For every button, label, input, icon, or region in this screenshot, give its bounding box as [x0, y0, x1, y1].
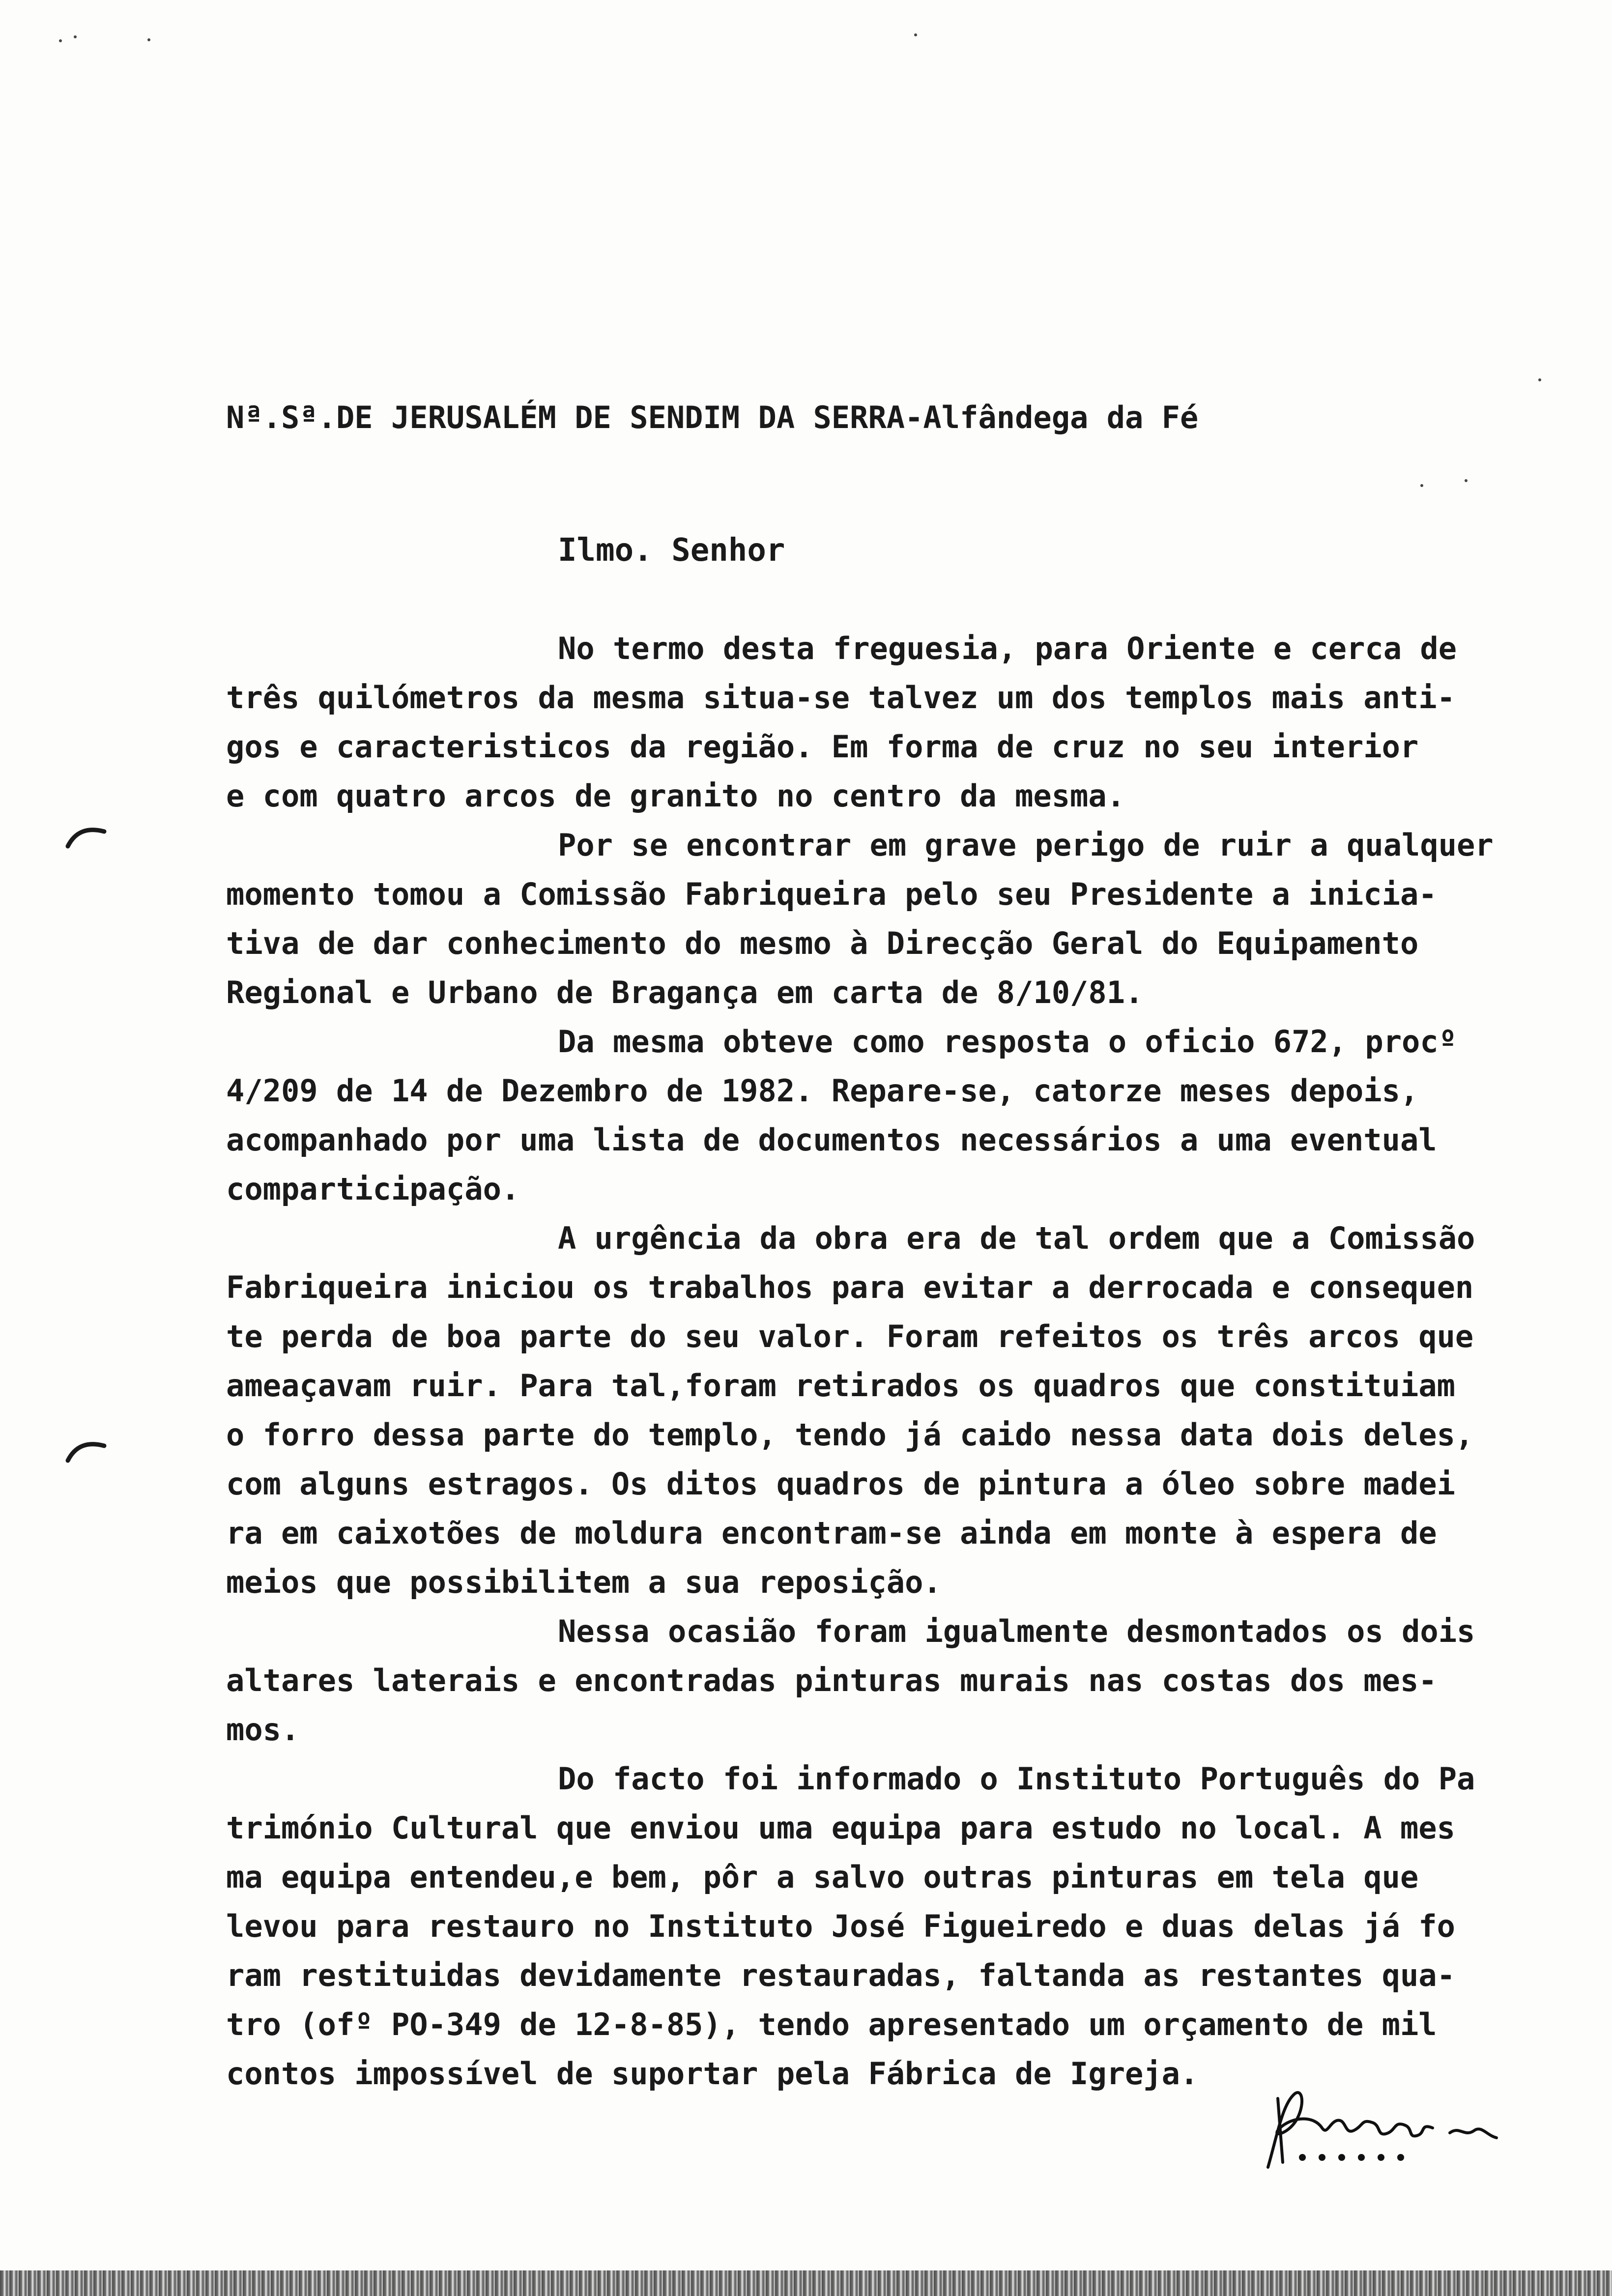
scan-speck	[147, 38, 150, 41]
body-line: Do facto foi informado o Instituto Português do Pa	[558, 1761, 1475, 1797]
body-line: Da mesma obteve como resposta o oficio 672, procº	[558, 1024, 1457, 1060]
scan-speck	[1538, 378, 1541, 381]
scan-speck	[1465, 479, 1468, 482]
scan-speck	[914, 33, 917, 36]
body-line: ma equipa entendeu,e bem, pôr a salvo outras pinturas em tela que	[226, 1859, 1419, 1895]
body-line: A urgência da obra era de tal ordem que a Comissão	[558, 1220, 1475, 1256]
body-line: altares laterais e encontradas pinturas murais nas costas dos mes-	[226, 1663, 1437, 1698]
body-line: momento tomou a Comissão Fabriqueira pelo seu Presidente a inicia-	[226, 876, 1437, 912]
body-line: levou para restauro no Instituto José Figueiredo e duas delas já fo	[226, 1908, 1455, 1944]
body-line: meios que possibilitem a sua reposição.	[226, 1564, 942, 1600]
salutation: Ilmo. Senhor	[558, 532, 785, 569]
body-line: ra em caixotões de moldura encontram-se ainda em monte à espera de	[226, 1515, 1437, 1551]
body-line: e com quatro arcos de granito no centro da mesma.	[226, 778, 1125, 814]
body-line: Nessa ocasião foram igualmente desmontados os dois	[558, 1613, 1475, 1649]
binding-hole-mark	[64, 821, 108, 850]
scan-speck	[74, 35, 77, 38]
scan-speck	[59, 39, 62, 42]
scan-bottom-edge	[0, 2270, 1612, 2296]
body-line: ameaçavam ruir. Para tal,foram retirados os quadros que constituiam	[226, 1368, 1455, 1404]
body-line: com alguns estragos. Os ditos quadros de pintura a óleo sobre madei	[226, 1466, 1455, 1502]
body-line: tiva de dar conhecimento do mesmo à Direcção Geral do Equipamento	[226, 925, 1419, 961]
body-line: gos e caracteristicos da região. Em forma de cruz no seu interior	[226, 729, 1419, 765]
body-line: te perda de boa parte do seu valor. Foram refeitos os três arcos que	[226, 1319, 1474, 1354]
body-line: Fabriqueira iniciou os trabalhos para evitar a derrocada e consequen	[226, 1269, 1474, 1305]
body-line: No termo desta freguesia, para Oriente e cerca de	[558, 631, 1457, 666]
body-line: Regional e Urbano de Bragança em carta de 8/10/81.	[226, 975, 1144, 1010]
binding-hole-mark	[64, 1435, 108, 1464]
body-line: ram restituidas devidamente restauradas, faltanda as restantes qua-	[226, 1957, 1455, 1993]
body-line: contos impossível de suportar pela Fábrica de Igreja.	[226, 2056, 1199, 2092]
body-line: três quilómetros da mesma situa-se talvez um dos templos mais anti-	[226, 680, 1455, 716]
body-line: mos.	[226, 1712, 300, 1748]
document-heading: Nª.Sª.DE JERUSALÉM DE SENDIM DA SERRA-Alfândega da Fé	[226, 400, 1199, 435]
body-line: tro (ofº PO-349 de 12-8-85), tendo apresentado um orçamento de mil	[226, 2007, 1437, 2042]
body-line: 4/209 de 14 de Dezembro de 1982. Repare-se, catorze meses depois,	[226, 1073, 1419, 1109]
body-line: acompanhado por uma lista de documentos necessários a uma eventual	[226, 1122, 1437, 1158]
scan-speck	[1420, 484, 1423, 487]
body-line: comparticipação.	[226, 1171, 520, 1207]
body-line: trimónio Cultural que enviou uma equipa para estudo no local. A mes	[226, 1810, 1455, 1846]
body-line: o forro dessa parte do templo, tendo já caido nessa data dois deles,	[226, 1417, 1474, 1453]
handwritten-signature	[1248, 2084, 1504, 2182]
body-line: Por se encontrar em grave perigo de ruir a qualquer	[558, 827, 1494, 863]
